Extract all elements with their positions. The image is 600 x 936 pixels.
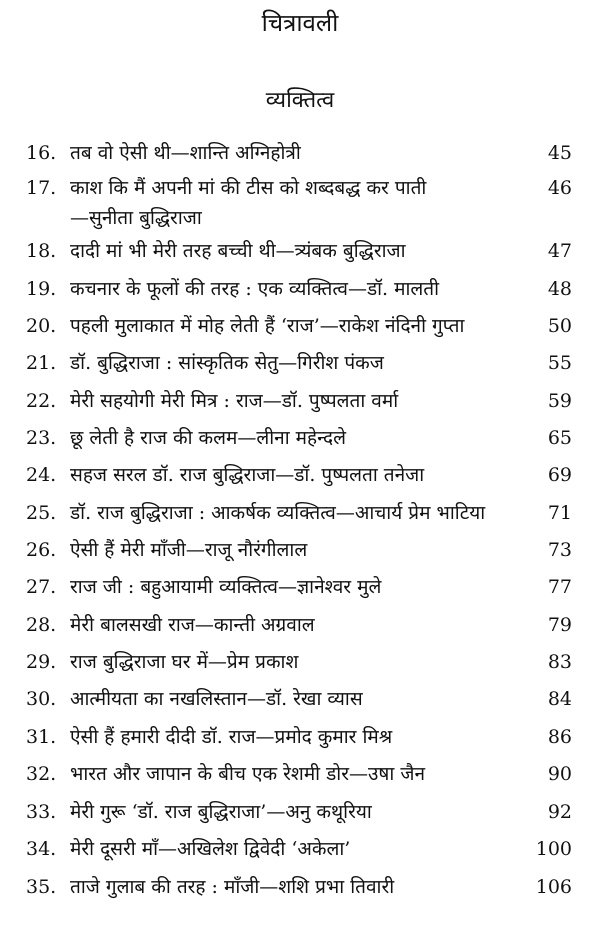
entry-title	[70, 462, 540, 488]
entry-title	[70, 612, 540, 638]
entry-page-number: 71	[547, 502, 572, 524]
entry-page-number: 50	[547, 315, 572, 337]
entry-number: 27.	[26, 576, 57, 598]
toc-entry	[0, 238, 600, 272]
entry-title-line: राज जी : बहुआयामी व्यक्तित्व—ज्ञानेश्वर मुले	[70, 576, 382, 598]
entry-title	[70, 175, 540, 231]
entry-number: 26.	[26, 539, 57, 561]
entry-number: 19.	[26, 278, 57, 300]
toc-entry	[0, 313, 600, 347]
entry-title-line: काश कि मैं अपनी मां की टीस को शब्दबद्ध कर पाती	[70, 177, 427, 199]
entry-number: 35.	[26, 876, 57, 898]
entry-title	[70, 874, 540, 900]
entry-page-number: 47	[547, 240, 572, 262]
entry-number: 20.	[26, 315, 57, 337]
entry-number: 29.	[26, 651, 57, 673]
entry-number: 18.	[26, 240, 57, 262]
entry-title-line: मेरी सहयोगी मेरी मित्र : राज—डॉ. पुष्पलता वर्मा	[70, 390, 399, 412]
entry-number: 23.	[26, 427, 57, 449]
entry-title-line: पहली मुलाकात में मोह लेती हैं ‘राज’—राकेश नंदिनी गुप्ता	[70, 315, 465, 337]
entry-page-number: 79	[547, 614, 572, 636]
entry-title	[70, 799, 540, 825]
entry-title	[70, 649, 540, 675]
toc-entry	[0, 388, 600, 422]
toc-entry	[0, 799, 600, 833]
entry-number: 32.	[26, 763, 57, 785]
entry-title-line: तब वो ऐसी थी—शान्ति अग्निहोत्री	[70, 142, 301, 164]
toc-entry	[0, 649, 600, 683]
entry-title-continuation: —सुनीता बुद्धिराजा	[70, 207, 202, 229]
entry-number: 33.	[26, 801, 57, 823]
entry-title-line: मेरी गुरू ‘डॉ. राज बुद्धिराजा’—अनु कथूरिया	[70, 801, 372, 823]
toc-entry	[0, 574, 600, 608]
entry-number: 25.	[26, 502, 57, 524]
entry-title	[70, 836, 540, 862]
toc-entry	[0, 874, 600, 908]
entry-title	[70, 313, 540, 339]
entry-title	[70, 388, 540, 414]
entry-title	[70, 537, 540, 563]
entry-page-number: 84	[547, 688, 572, 710]
entry-title	[70, 761, 540, 787]
entry-title	[70, 724, 540, 750]
entry-number: 24.	[26, 464, 57, 486]
entry-title-line: छू लेती है राज की कलम—लीना महेन्दले	[70, 427, 346, 449]
entry-page-number: 69	[547, 464, 572, 486]
entry-page-number: 77	[547, 576, 572, 598]
entry-number: 16.	[26, 142, 57, 164]
page-title: चित्रावली	[261, 9, 339, 37]
entry-title-line: कचनार के फूलों की तरह : एक व्यक्तित्व—डॉ. मालती	[70, 278, 440, 300]
entry-title-line: राज बुद्धिराजा घर में—प्रेम प्रकाश	[70, 651, 299, 673]
toc-entry	[0, 140, 600, 174]
entry-title	[70, 276, 540, 302]
entry-page-number: 106	[535, 876, 572, 898]
entry-title	[70, 238, 540, 264]
entry-page-number: 65	[547, 427, 572, 449]
toc-entry	[0, 836, 600, 870]
entry-title-line: भारत और जापान के बीच एक रेशमी डोर—उषा जैन	[70, 763, 425, 785]
entry-number: 34.	[26, 838, 57, 860]
toc-entry	[0, 350, 600, 384]
entry-page-number: 86	[547, 726, 572, 748]
entry-title-line: ताजे गुलाब की तरह : माँजी—शशि प्रभा तिवारी	[70, 876, 395, 898]
entry-number: 30.	[26, 688, 57, 710]
entry-title	[70, 140, 540, 166]
toc-entry	[0, 537, 600, 571]
entry-page-number: 59	[547, 390, 572, 412]
section-heading: व्यक्तित्व	[265, 88, 335, 113]
entry-page-number: 45	[547, 142, 572, 164]
entry-page-number: 92	[547, 801, 572, 823]
toc-entry	[0, 724, 600, 758]
entry-title-line: ऐसी हैं मेरी माँजी—राजू नौरंगीलाल	[70, 539, 308, 561]
entry-number: 28.	[26, 614, 57, 636]
entry-page-number: 100	[535, 838, 572, 860]
toc-entry	[0, 612, 600, 646]
entry-page-number: 73	[547, 539, 572, 561]
toc-entry	[0, 686, 600, 720]
entry-title-line: सहज सरल डॉ. राज बुद्धिराजा—डॉ. पुष्पलता तनेजा	[70, 464, 425, 486]
entry-title	[70, 574, 540, 600]
entry-title-line: डॉ. राज बुद्धिराजा : आकर्षक व्यक्तित्व—आचार्य प्रेम भाटिया	[70, 502, 486, 524]
entry-title-line: ऐसी हैं हमारी दीदी डॉ. राज—प्रमोद कुमार मिश्र	[70, 726, 393, 748]
entry-title-line: मेरी दूसरी माँ—अखिलेश द्विवेदी ‘अकेला’	[70, 838, 351, 860]
entry-page-number: 90	[547, 763, 572, 785]
toc-entry	[0, 175, 600, 229]
entry-title	[70, 425, 540, 451]
entry-title	[70, 500, 540, 526]
entry-title-line: मेरी बालसखी राज—कान्ती अग्रवाल	[70, 614, 315, 636]
toc-entry	[0, 276, 600, 310]
entry-page-number: 48	[547, 278, 572, 300]
entry-page-number: 46	[547, 177, 572, 199]
entry-title	[70, 350, 540, 376]
entry-number: 17.	[26, 177, 57, 199]
entry-title-line: आत्मीयता का नखलिस्तान—डॉ. रेखा व्यास	[70, 688, 363, 710]
entry-title-line: दादी मां भी मेरी तरह बच्ची थी—त्र्यंबक बुद्धिराजा	[70, 240, 406, 262]
toc-entry	[0, 500, 600, 534]
entry-number: 31.	[26, 726, 57, 748]
entry-number: 22.	[26, 390, 57, 412]
entry-title	[70, 686, 540, 712]
entry-number: 21.	[26, 352, 57, 374]
toc-entry	[0, 425, 600, 459]
entry-page-number: 83	[547, 651, 572, 673]
toc-entry	[0, 761, 600, 795]
entry-title-line: डॉ. बुद्धिराजा : सांस्कृतिक सेतु—गिरीश पंकज	[70, 352, 384, 374]
entry-page-number: 55	[547, 352, 572, 374]
toc-entry	[0, 462, 600, 496]
